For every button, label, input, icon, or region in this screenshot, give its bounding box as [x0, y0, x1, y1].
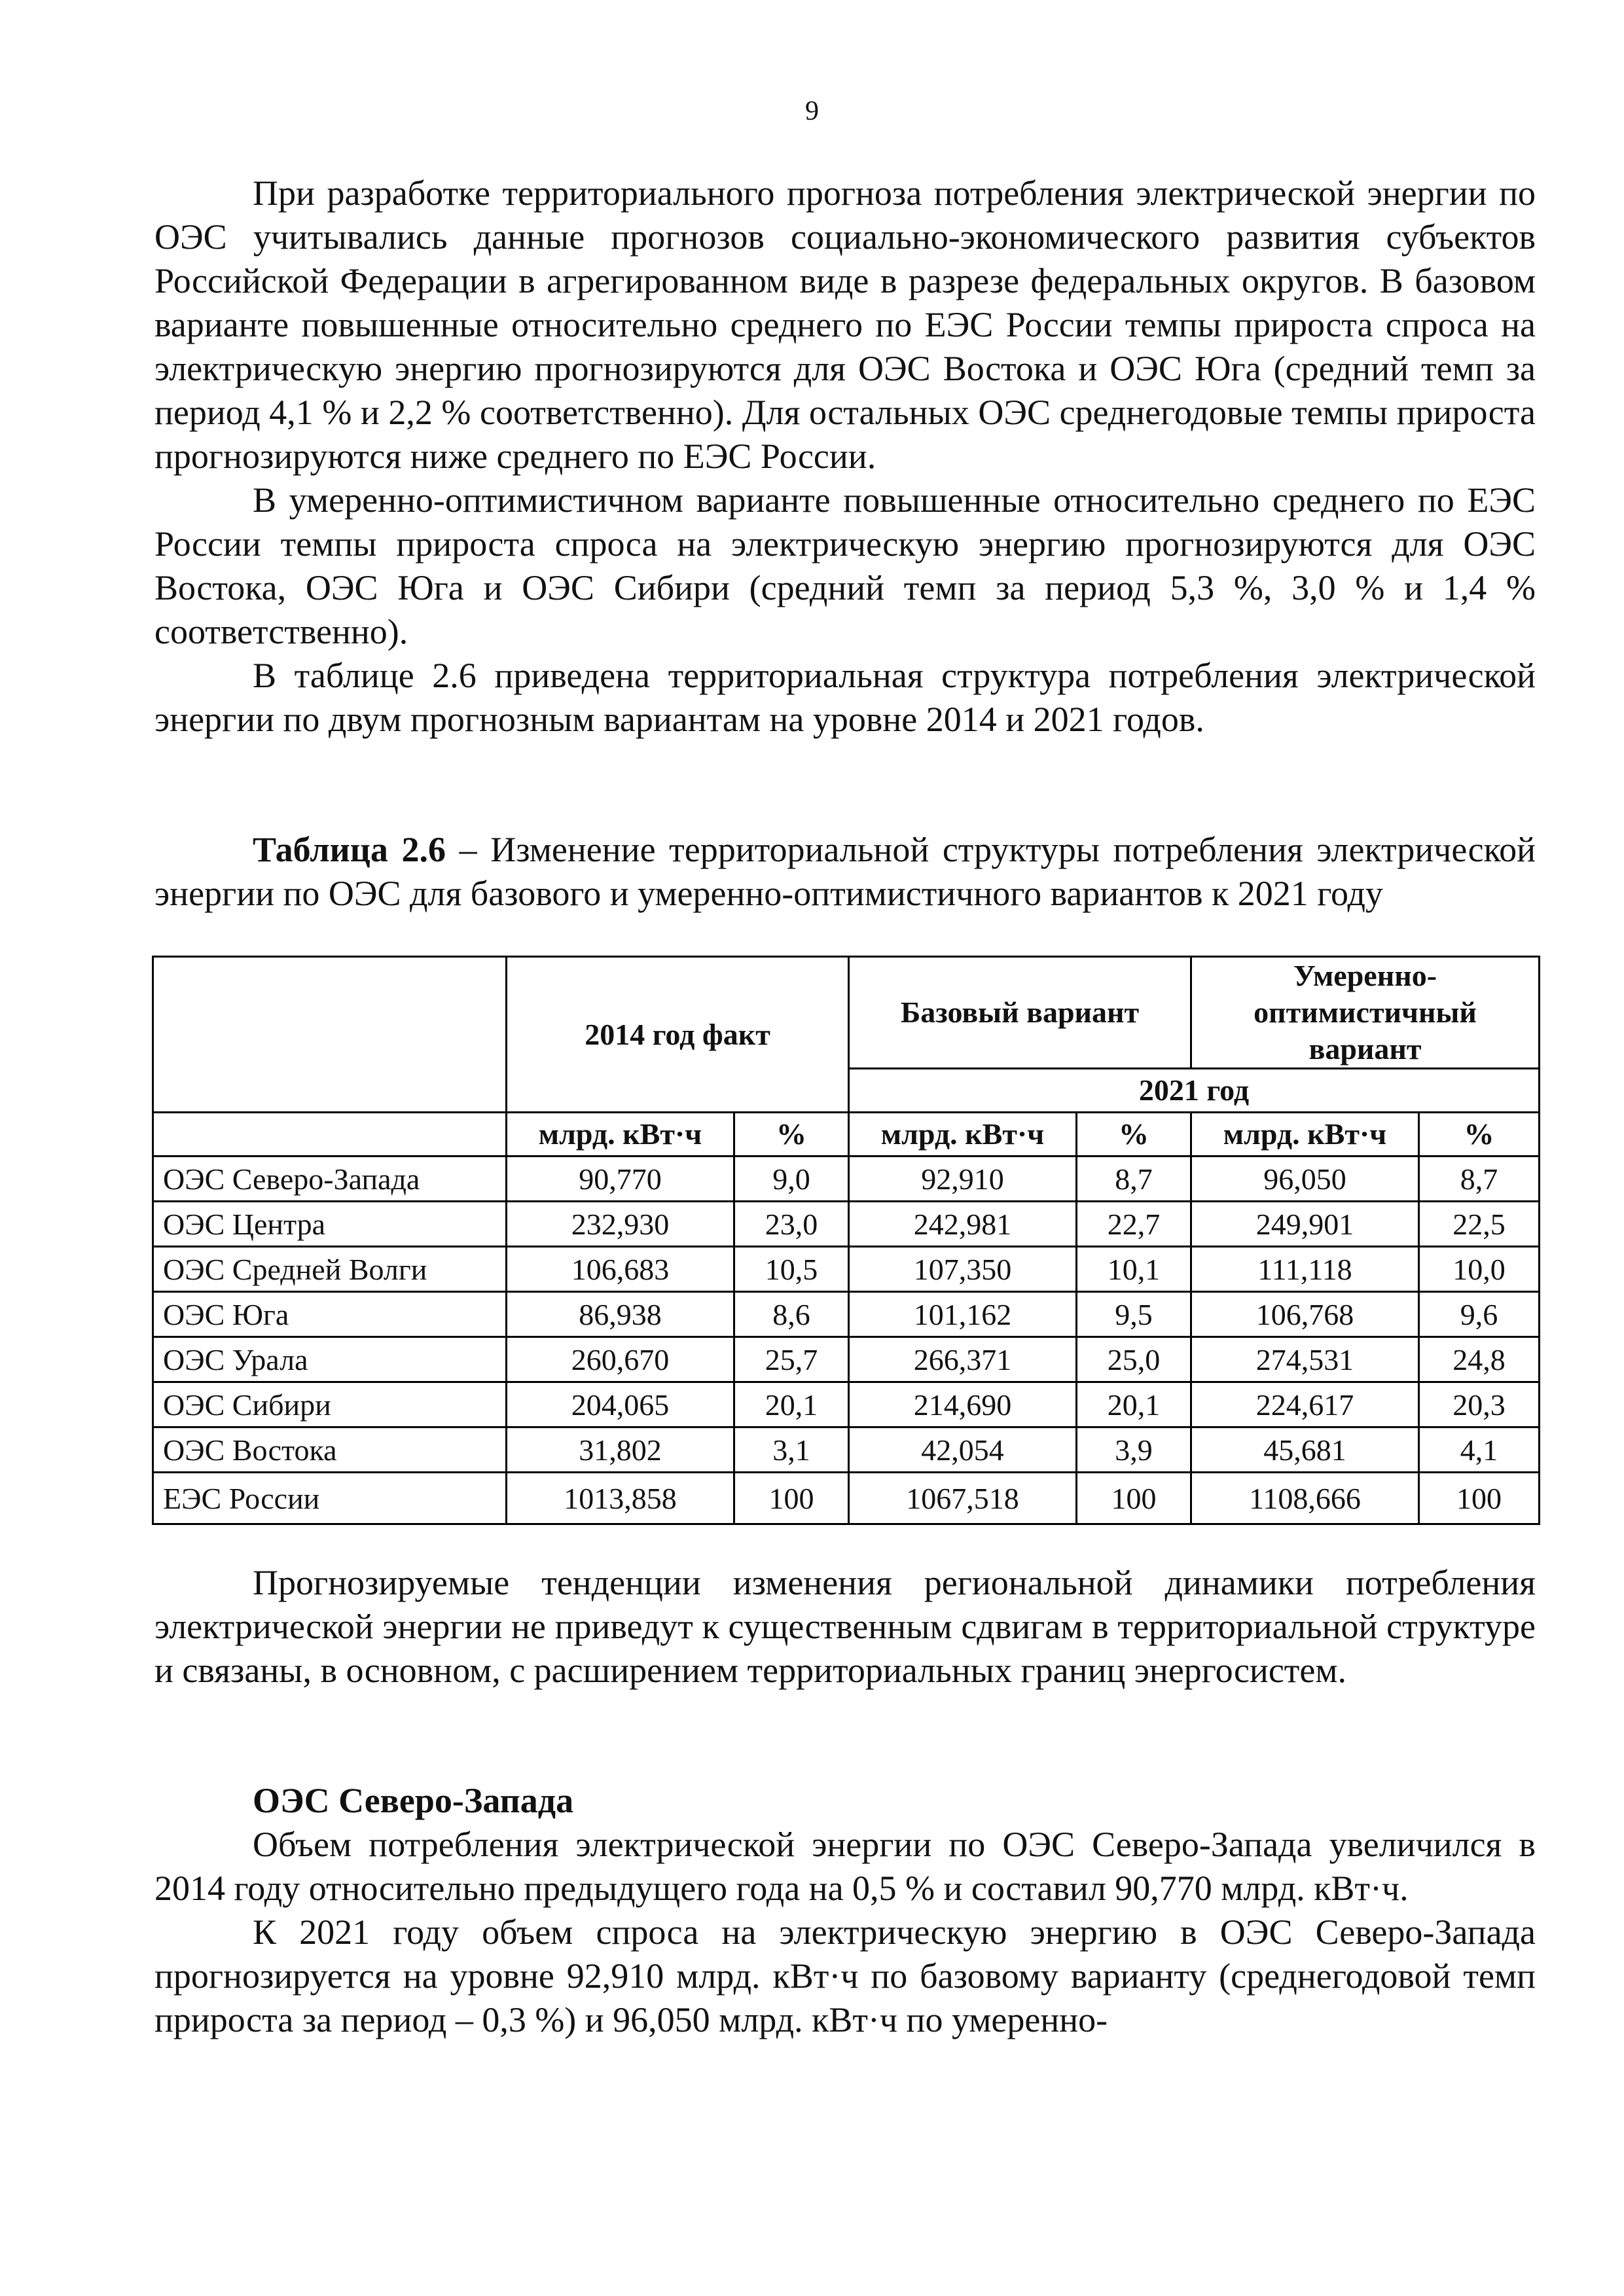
unit-header: млрд. кВт·ч — [1191, 1113, 1419, 1157]
region-cell: ОЭС Урала — [153, 1337, 507, 1382]
region-cell: ОЭС Центра — [153, 1202, 507, 1247]
table-row-total — [153, 1473, 1540, 1524]
value-cell: 20,1 — [734, 1382, 849, 1427]
paragraph: В таблице 2.6 приведена территориальная структура потребления электрической энергии по двум прогнозным вариантам на уровне 2014 и 2021 годов. — [154, 656, 1536, 739]
paragraph: Объем потребления электрической энергии по ОЭС Северо-Запада увеличился в 2014 году относительно предыдущего года на 0,5 % и составил 90,770 млрд. кВт·ч. — [154, 1825, 1536, 1908]
section-text — [154, 1823, 1536, 2042]
value-cell: 3,9 — [1077, 1427, 1191, 1473]
unit-header: млрд. кВт·ч — [849, 1113, 1077, 1157]
value-cell: 100 — [1077, 1473, 1191, 1524]
value-cell: 8,7 — [1419, 1157, 1540, 1202]
value-cell: 242,981 — [849, 1202, 1077, 1247]
value-cell: 1013,858 — [507, 1473, 734, 1524]
table-row — [153, 1292, 1540, 1337]
value-cell: 266,371 — [849, 1337, 1077, 1382]
region-cell: ОЭС Юга — [153, 1292, 507, 1337]
value-cell: 106,768 — [1191, 1292, 1419, 1337]
value-cell: 22,7 — [1077, 1202, 1191, 1247]
table-caption-label: Таблица 2.6 — [253, 830, 446, 869]
value-cell: 10,1 — [1077, 1247, 1191, 1292]
paragraph: Прогнозируемые тенденции изменения региональной динамики потребления электрической энергии не приведут к существенным сдвигам в территориальной структуре и связаны, в основном, с расширением территориальных границ энергосистем. — [154, 1563, 1536, 1690]
value-cell: 45,681 — [1191, 1427, 1419, 1473]
value-cell: 90,770 — [507, 1157, 734, 1202]
paragraph: К 2021 году объем спроса на электрическую энергию в ОЭС Северо-Запада прогнозируется на уровне 92,910 млрд. кВт·ч по базовому варианту (среднегодовой темп прироста за период – 0,3 %) и 96,050 млрд. кВт·ч по умеренно- — [154, 1912, 1536, 2039]
value-cell: 31,802 — [507, 1427, 734, 1473]
value-cell: 8,6 — [734, 1292, 849, 1337]
header-optimistic: Умеренно-оптимистичный вариант — [1191, 957, 1540, 1069]
value-cell: 101,162 — [849, 1292, 1077, 1337]
value-cell: 25,0 — [1077, 1337, 1191, 1382]
value-cell: 23,0 — [734, 1202, 849, 1247]
value-cell: 10,0 — [1419, 1247, 1540, 1292]
section-heading: ОЭС Северо-Запада — [253, 1781, 574, 1820]
value-cell: 96,050 — [1191, 1157, 1419, 1202]
table-row — [153, 1382, 1540, 1427]
value-cell: 86,938 — [507, 1292, 734, 1337]
value-cell: 20,3 — [1419, 1382, 1540, 1427]
value-cell: 9,6 — [1419, 1292, 1540, 1337]
header-empty — [153, 1113, 507, 1157]
value-cell: 25,7 — [734, 1337, 849, 1382]
value-cell: 274,531 — [1191, 1337, 1419, 1382]
value-cell: 260,670 — [507, 1337, 734, 1382]
region-cell: ОЭС Северо-Запада — [153, 1157, 507, 1202]
table-row — [153, 1202, 1540, 1247]
paragraph: В умеренно-оптимистичном варианте повышенные относительно среднего по ЕЭС России темпы прироста спроса на электрическую энергию прогнозируются для ОЭС Востока, ОЭС Юга и ОЭС Сибири (средний темп за период 5,3 %, 3,0 % и 1,4 % соответственно). — [154, 480, 1536, 651]
intro-text — [154, 171, 1536, 742]
value-cell: 42,054 — [849, 1427, 1077, 1473]
value-cell: 1067,518 — [849, 1473, 1077, 1524]
value-cell: 92,910 — [849, 1157, 1077, 1202]
value-cell: 100 — [1419, 1473, 1540, 1524]
value-cell: 20,1 — [1077, 1382, 1191, 1427]
region-cell: ЕЭС России — [153, 1473, 507, 1524]
page-number: 9 — [805, 96, 819, 126]
table-row — [153, 1337, 1540, 1382]
header-fact: 2014 год факт — [507, 957, 849, 1113]
table-row — [153, 1427, 1540, 1473]
value-cell: 8,7 — [1077, 1157, 1191, 1202]
value-cell: 9,0 — [734, 1157, 849, 1202]
table-row — [153, 1157, 1540, 1202]
conclusion-text — [154, 1561, 1536, 1693]
table-row — [153, 1247, 1540, 1292]
unit-header: % — [734, 1113, 849, 1157]
value-cell: 204,065 — [507, 1382, 734, 1427]
value-cell: 100 — [734, 1473, 849, 1524]
region-cell: ОЭС Сибири — [153, 1382, 507, 1427]
unit-header: % — [1077, 1113, 1191, 1157]
value-cell: 214,690 — [849, 1382, 1077, 1427]
value-cell: 106,683 — [507, 1247, 734, 1292]
unit-header: % — [1419, 1113, 1540, 1157]
value-cell: 232,930 — [507, 1202, 734, 1247]
value-cell: 224,617 — [1191, 1382, 1419, 1427]
value-cell: 3,1 — [734, 1427, 849, 1473]
paragraph: При разработке территориального прогноза потребления электрической энергии по ОЭС учитывались данные прогнозов социально-экономического развития субъектов Российской Федерации в агрегированном виде в разрезе федеральных округов. В базовом варианте повышенные относительно среднего по ЕЭС России темпы прироста спроса на электрическую энергию прогнозируются для ОЭС Востока и ОЭС Юга (средний темп за период 4,1 % и 2,2 % соответственно). Для остальных ОЭС среднегодовые темпы прироста прогнозируются ниже среднего по ЕЭС России. — [154, 173, 1536, 476]
value-cell: 1108,666 — [1191, 1473, 1419, 1524]
value-cell: 10,5 — [734, 1247, 849, 1292]
corner-cell — [153, 957, 507, 1113]
region-cell: ОЭС Средней Волги — [153, 1247, 507, 1292]
header-year: 2021 год — [849, 1069, 1540, 1113]
value-cell: 111,118 — [1191, 1247, 1419, 1292]
value-cell: 4,1 — [1419, 1427, 1540, 1473]
region-cell: ОЭС Востока — [153, 1427, 507, 1473]
unit-header: млрд. кВт·ч — [507, 1113, 734, 1157]
value-cell: 22,5 — [1419, 1202, 1540, 1247]
consumption-table — [152, 956, 1538, 1525]
table-caption — [154, 828, 1536, 916]
value-cell: 24,8 — [1419, 1337, 1540, 1382]
value-cell: 9,5 — [1077, 1292, 1191, 1337]
value-cell: 249,901 — [1191, 1202, 1419, 1247]
table-caption-text: – Изменение территориальной структуры потребления электрической энергии по ОЭС для базового и умеренно-оптимистичного вариантов к 2021 году — [154, 830, 1536, 913]
header-base: Базовый вариант — [849, 957, 1191, 1069]
value-cell: 107,350 — [849, 1247, 1077, 1292]
